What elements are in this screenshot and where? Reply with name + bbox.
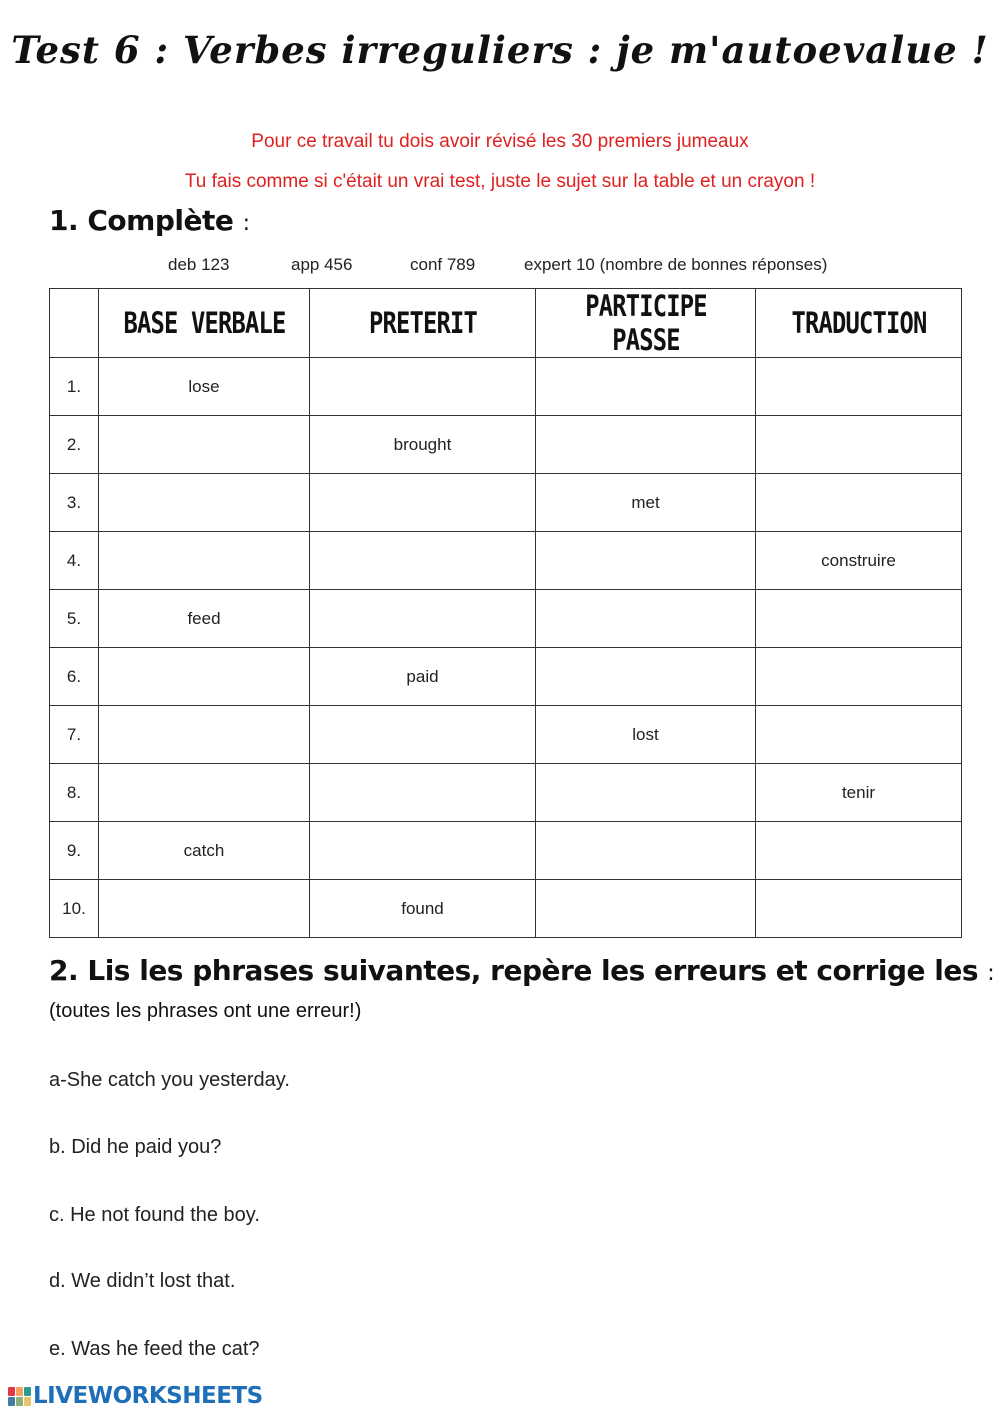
row-number: 8. (50, 764, 99, 822)
cell-traduction[interactable] (756, 358, 962, 416)
cell-participe-passe[interactable] (536, 416, 756, 474)
section-2-subtitle: (toutes les phrases ont une erreur!) (49, 1000, 362, 1022)
sentence-b: b. Did he paid you? (49, 1136, 222, 1158)
instruction-line-1: Pour ce travail tu dois avoir révisé les 30 premiers jumeaux (251, 131, 749, 152)
header-participe-passe: PARTICIPE PASSE (555, 289, 735, 358)
section-1-heading (49, 204, 250, 237)
logo-tile (8, 1387, 15, 1396)
table-row (50, 880, 962, 938)
logo-tile (24, 1397, 31, 1406)
row-number: 7. (50, 706, 99, 764)
score-levels (168, 255, 827, 275)
row-number: 4. (50, 532, 99, 590)
logo-tile (16, 1387, 23, 1396)
cell-preterit[interactable]: brought (310, 416, 536, 474)
cell-preterit[interactable] (310, 764, 536, 822)
row-number: 9. (50, 822, 99, 880)
cell-preterit[interactable] (310, 590, 536, 648)
instruction-line-2: Tu fais comme si c'était un vrai test, juste le sujet sur la table et un crayon ! (184, 171, 816, 192)
cell-traduction[interactable] (756, 880, 962, 938)
cell-preterit[interactable] (310, 822, 536, 880)
level-conf: conf 789 (410, 255, 476, 274)
cell-base-verbale[interactable] (99, 706, 310, 764)
cell-preterit[interactable] (310, 532, 536, 590)
cell-preterit[interactable]: paid (310, 648, 536, 706)
table-row (50, 590, 962, 648)
sentence-c: c. He not found the boy. (49, 1204, 260, 1226)
cell-traduction[interactable] (756, 416, 962, 474)
cell-participe-passe[interactable]: met (536, 474, 756, 532)
table-header-row (50, 289, 962, 358)
header-preterit: PRETERIT (330, 289, 515, 358)
cell-participe-passe[interactable] (536, 764, 756, 822)
cell-preterit[interactable] (310, 358, 536, 416)
logo-text: LIVEWORKSHEETS (33, 1383, 263, 1409)
cell-participe-passe[interactable] (536, 880, 756, 938)
level-deb: deb 123 (168, 255, 230, 274)
section-1-heading-text: 1. Complète (49, 204, 234, 237)
section-2-colon: : (987, 961, 995, 986)
row-number: 2. (50, 416, 99, 474)
sentence-d: d. We didn’t lost that. (49, 1270, 236, 1292)
section-1-colon: : (242, 211, 250, 236)
cell-traduction[interactable] (756, 648, 962, 706)
level-app: app 456 (291, 255, 353, 274)
liveworksheets-logo[interactable] (8, 1383, 263, 1409)
header-cell-number (50, 289, 99, 358)
cell-traduction[interactable] (756, 474, 962, 532)
table-row (50, 648, 962, 706)
cell-preterit[interactable] (310, 474, 536, 532)
cell-base-verbale[interactable] (99, 416, 310, 474)
cell-base-verbale[interactable] (99, 764, 310, 822)
cell-traduction[interactable]: tenir (756, 764, 962, 822)
cell-participe-passe[interactable] (536, 822, 756, 880)
table-row (50, 706, 962, 764)
row-number: 6. (50, 648, 99, 706)
cell-participe-passe[interactable] (536, 532, 756, 590)
cell-traduction[interactable] (756, 822, 962, 880)
cell-base-verbale[interactable] (99, 648, 310, 706)
logo-tile (8, 1397, 15, 1406)
sentence-e: e. Was he feed the cat? (49, 1338, 260, 1360)
table-row (50, 416, 962, 474)
row-number: 3. (50, 474, 99, 532)
header-base-verbale: BASE VERBALE (117, 289, 290, 358)
cell-participe-passe[interactable] (536, 648, 756, 706)
row-number: 10. (50, 880, 99, 938)
liveworksheets-logo-icon (8, 1387, 31, 1406)
cell-participe-passe[interactable] (536, 590, 756, 648)
table-row (50, 474, 962, 532)
cell-base-verbale[interactable] (99, 880, 310, 938)
cell-base-verbale[interactable]: catch (99, 822, 310, 880)
cell-participe-passe[interactable]: lost (536, 706, 756, 764)
cell-base-verbale[interactable]: lose (99, 358, 310, 416)
cell-traduction[interactable] (756, 706, 962, 764)
section-2-heading-text: 2. Lis les phrases suivantes, repère les erreurs et corrige les (49, 954, 979, 987)
verb-table (49, 288, 962, 938)
row-number: 1. (50, 358, 99, 416)
table-row (50, 358, 962, 416)
cell-participe-passe[interactable] (536, 358, 756, 416)
cell-preterit[interactable] (310, 706, 536, 764)
page-title: Test 6 : Verbes irreguliers : je m'autoevalue ! (11, 28, 989, 72)
logo-tile (24, 1387, 31, 1396)
level-expert: expert 10 (nombre de bonnes réponses) (524, 255, 828, 274)
table-row (50, 532, 962, 590)
cell-preterit[interactable]: found (310, 880, 536, 938)
cell-base-verbale[interactable] (99, 474, 310, 532)
row-number: 5. (50, 590, 99, 648)
table-row (50, 764, 962, 822)
cell-base-verbale[interactable]: feed (99, 590, 310, 648)
cell-traduction[interactable] (756, 590, 962, 648)
header-traduction: TRADUCTION (774, 289, 943, 358)
table-row (50, 822, 962, 880)
section-2-heading (49, 954, 994, 987)
sentence-a: a-She catch you yesterday. (49, 1069, 290, 1091)
cell-traduction[interactable]: construire (756, 532, 962, 590)
logo-tile (16, 1397, 23, 1406)
cell-base-verbale[interactable] (99, 532, 310, 590)
